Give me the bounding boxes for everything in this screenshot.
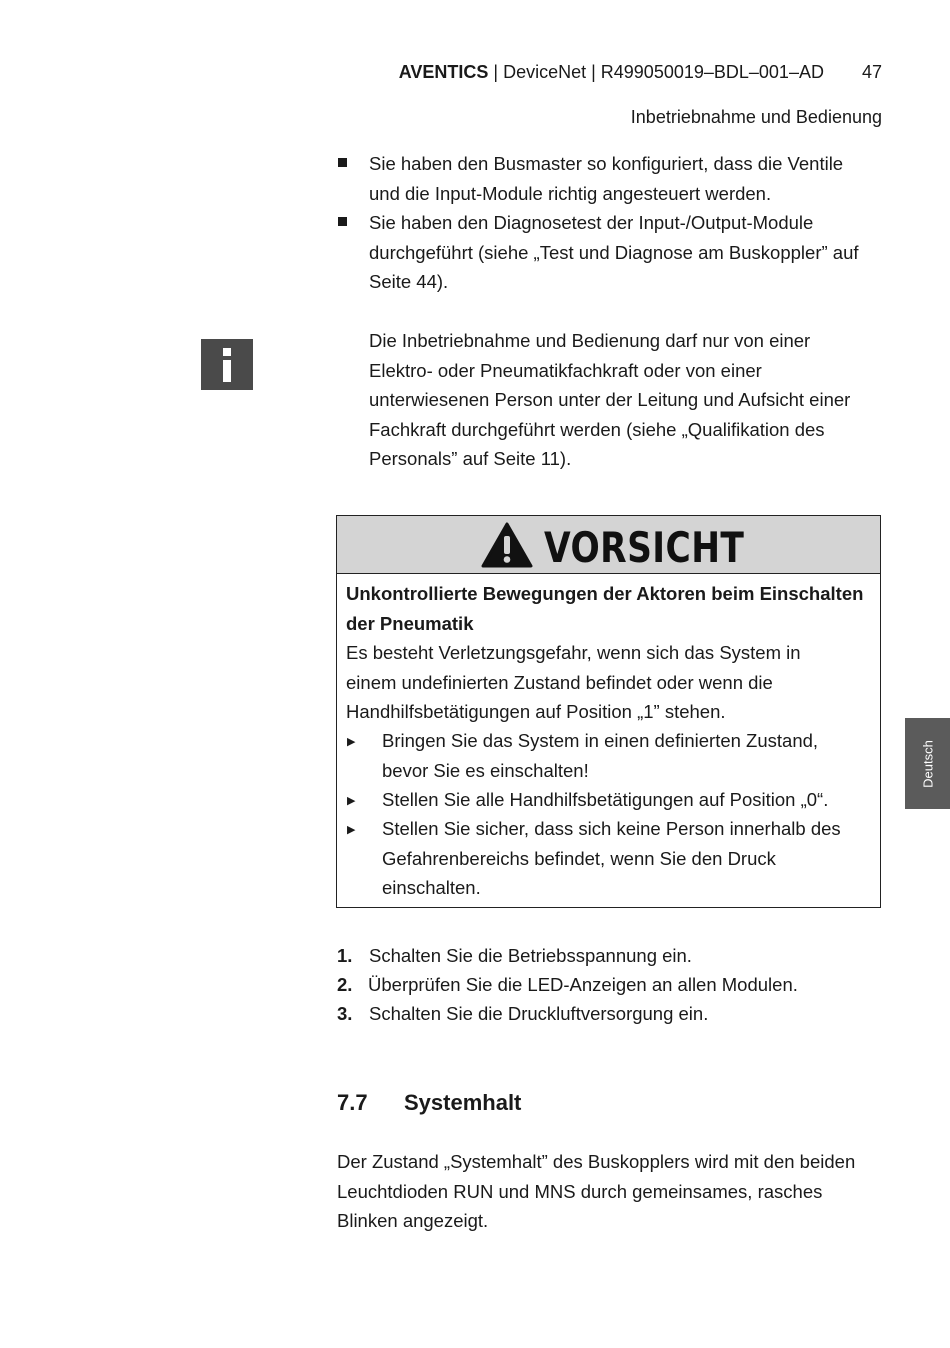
action-item xyxy=(382,726,818,785)
step-number: 1. xyxy=(337,945,353,966)
action-line: Stellen Sie alle Handhilfsbetätigungen auf Position „0“. xyxy=(382,789,829,810)
info-note-line: Personals” auf Seite 11). xyxy=(369,448,572,469)
info-note-line: Elektro- oder Pneumatikfachkraft oder von einer xyxy=(369,359,762,381)
list-item-line: Sie haben den Diagnosetest der Input-/Output-Module xyxy=(369,212,814,233)
warning-header xyxy=(337,516,880,574)
action-item xyxy=(382,785,828,815)
triangle-bullet-icon: ▶ xyxy=(347,736,356,748)
brand-name: AVENTICS xyxy=(398,62,489,82)
warning-text-line: Handhilfsbetätigungen auf Position „1” stehen. xyxy=(346,701,726,722)
triangle-bullet-icon: ▶ xyxy=(347,795,356,807)
paragraph-line: Leuchtdioden RUN und MNS durch gemeinsames, rasches xyxy=(337,1180,823,1202)
warning-heading-line: Unkontrollierte Bewegungen der Aktoren beim Einschalten xyxy=(346,583,864,604)
action-line: Stellen Sie sicher, dass sich keine Person innerhalb des xyxy=(382,818,841,839)
list-item-line: Seite 44). xyxy=(369,271,449,292)
warning-title: VORSICHT xyxy=(544,523,745,572)
paragraph-line: Der Zustand „Systemhalt” des Buskopplers wird mit den beiden xyxy=(337,1151,856,1172)
step-text: Schalten Sie die Betriebsspannung ein. xyxy=(369,945,692,966)
section-paragraph xyxy=(337,1147,855,1236)
warning-text-line: einem undefinierten Zustand befindet oder wenn die xyxy=(346,671,773,693)
list-item-line: Sie haben den Busmaster so konfiguriert, dass die Ventile xyxy=(369,153,844,174)
action-line: einschalten. xyxy=(382,877,481,898)
section-title: Systemhalt xyxy=(404,1090,522,1115)
warning-heading-line: der Pneumatik xyxy=(346,612,474,634)
running-header xyxy=(399,62,882,83)
action-item xyxy=(382,814,841,903)
list-item xyxy=(369,208,859,297)
action-line: Bringen Sie das System in einen definierten Zustand, xyxy=(382,730,819,751)
section-number: 7.7 xyxy=(337,1090,368,1115)
info-note-line: Fachkraft durchgeführt werden (siehe „Qualifikation des xyxy=(369,418,825,440)
language-tab xyxy=(905,718,950,809)
info-icon xyxy=(201,339,253,390)
action-line: bevor Sie es einschalten! xyxy=(382,759,589,781)
step-number: 2. xyxy=(337,974,353,995)
triangle-bullet-icon: ▶ xyxy=(347,824,356,836)
paragraph-line: Blinken angezeigt. xyxy=(337,1210,489,1231)
page-number: 47 xyxy=(861,62,882,82)
warning-text-line: Es besteht Verletzungsgefahr, wenn sich das System in xyxy=(346,642,801,663)
info-note xyxy=(369,326,850,474)
square-bullet-icon xyxy=(338,158,347,167)
language-tab-label: Deutsch xyxy=(920,739,935,788)
warning-triangle-icon xyxy=(480,521,534,569)
list-item-line: und die Input-Module richtig angesteuert werden. xyxy=(369,182,772,204)
chapter-title: Inbetriebnahme und Bedienung xyxy=(630,107,882,127)
info-note-line: unterwiesenen Person unter der Leitung und Aufsicht einer xyxy=(369,389,851,410)
document-id: | DeviceNet | R499050019–BDL–001–AD xyxy=(488,62,824,82)
square-bullet-icon xyxy=(338,217,347,226)
warning-heading xyxy=(346,579,863,638)
info-note-line: Die Inbetriebnahme und Bedienung darf nur von einer xyxy=(369,330,811,351)
action-line: Gefahrenbereichs befindet, wenn Sie den Druck xyxy=(382,847,776,869)
step-text: Überprüfen Sie die LED-Anzeigen an allen Modulen. xyxy=(368,974,798,995)
step-text: Schalten Sie die Druckluftversorgung ein. xyxy=(369,1003,709,1024)
list-item xyxy=(369,149,843,208)
list-item-line: durchgeführt (siehe „Test und Diagnose am Buskoppler” auf xyxy=(369,241,859,263)
step-number: 3. xyxy=(337,1003,353,1024)
warning-text xyxy=(346,638,801,727)
